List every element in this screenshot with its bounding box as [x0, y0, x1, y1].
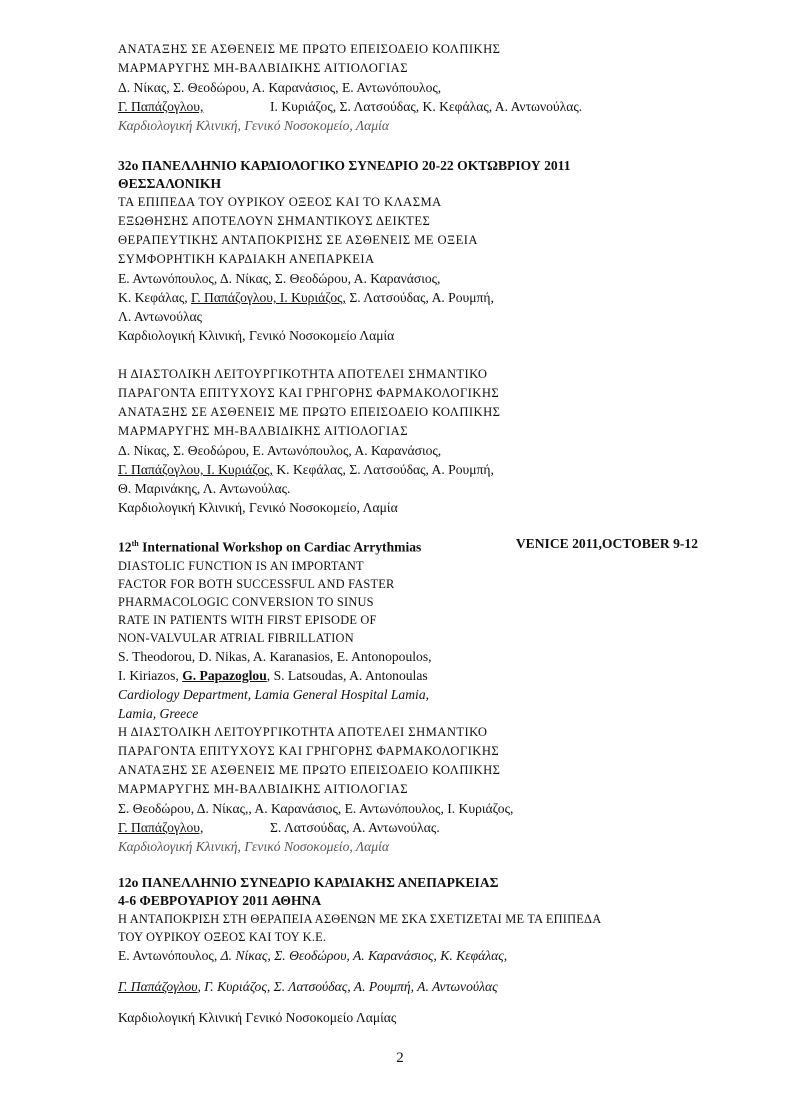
conference-heading: 12ο ΠΑΝΕΛΛΗΝΙΟ ΣΥΝΕΔΡΙΟ ΚΑΡΔΙΑΚΗΣ ΑΝΕΠΑΡΚΕΙΑΣ: [118, 874, 499, 890]
abstract-title-line: Η ΔΙΑΣΤΟΛΙΚΗ ΛΕΙΤΟΥΡΓΙΚΟΤΗΤΑ ΑΠΟΤΕΛΕΙ ΣΗΜΑΝΤΙΚΟ: [118, 367, 488, 381]
highlighted-author: Γ. Παπάζογλου: [118, 978, 198, 994]
page-number: 2: [396, 1050, 404, 1066]
highlighted-author: G. Papazoglou: [182, 667, 267, 683]
authors-italic: Δ. Νίκας, Σ. Θεοδώρου, Α. Καρανάσιος, Κ. Κεφάλας,: [220, 947, 508, 963]
document-page: [118, 40, 718, 1027]
authors-pre: I. Kiriazos,: [118, 667, 183, 683]
authors-line: [118, 97, 718, 116]
authors-line: [118, 946, 718, 965]
authors-line: Δ. Νίκας, Σ. Θεοδώρου, Α. Καρανάσιος, Ε. Αντωνόπουλος,: [118, 80, 442, 95]
abstract-title-line: Η ΑΝΤΑΠΟΚΡΙΣΗ ΣΤΗ ΘΕΡΑΠΕΙΑ ΑΣΘΕΝΩΝ ΜΕ ΣΚΑ ΣΧΕΤΙΖΕΤΑΙ ΜΕ ΤΑ ΕΠΙΠΕΔΑ: [118, 911, 602, 926]
abstract-title-line: ΠΑΡΑΓΟΝΤΑ ΕΠΙΤΥΧΟΥΣ ΚΑΙ ΓΡΗΓΟΡΗΣ ΦΑΡΜΑΚΟΛΟΓΙΚΗΣ: [118, 743, 500, 758]
conference-title: International Workshop on Cardiac Arrythmias: [138, 539, 422, 555]
authors-pre: Κ. Κεφάλας,: [118, 290, 192, 305]
affiliation: Lamia, Greece: [118, 705, 199, 721]
abstract-title-line: ΑΝΑΤΑΞΗΣ ΣΕ ΑΣΘΕΝΕΙΣ ΜΕ ΠΡΩΤΟ ΕΠΕΙΣΟΔΕΙΟ ΚΟΛΠΙΚΗΣ: [118, 42, 501, 56]
authors-line: [118, 460, 718, 479]
abstract-title-line: ΜΑΡΜΑΡΥΓΗΣ ΜΗ-ΒΑΛΒΙΔΙΚΗΣ ΑΙΤΙΟΛΟΓΙΑΣ: [118, 781, 408, 796]
highlighted-author: Γ. Παπάζογλου,: [118, 819, 204, 835]
authors-pre: Ε. Αντωνόπουλος,: [118, 947, 221, 963]
ordinal-suffix: th: [131, 539, 139, 548]
abstract-title-line: ΘΕΡΑΠΕΥΤΙΚΗΣ ΑΝΤΑΠΟΚΡΙΣΗΣ ΣΕ ΑΣΘΕΝΕΙΣ ΜΕ ΟΞΕΙΑ: [118, 233, 478, 247]
authors-post: Σ. Λατσούδας, Α. Ρουμπή,: [345, 290, 494, 305]
abstract-title-line: ΑΝΑΤΑΞΗΣ ΣΕ ΑΣΘΕΝΕΙΣ ΜΕ ΠΡΩΤΟ ΕΠΕΙΣΟΔΕΙΟ ΚΟΛΠΙΚΗΣ: [118, 405, 501, 419]
highlighted-author: Γ. Παπάζογλου,: [118, 99, 204, 114]
abstract-title-line: ΜΑΡΜΑΡΥΓΗΣ ΜΗ-ΒΑΛΒΙΔΙΚΗΣ ΑΙΤΙΟΛΟΓΙΑΣ: [118, 424, 408, 438]
abstract-title-line: ΕΞΩΘΗΣΗΣ ΑΠΟΤΕΛΟΥΝ ΣΗΜΑΝΤΙΚΟΥΣ ΔΕΙΚΤΕΣ: [118, 214, 431, 228]
abstract-title-line: PHARMACOLOGIC CONVERSION TO SINUS: [118, 594, 374, 609]
authors-line: S. Theodorou, D. Nikas, A. Karanasios, E. Antonopoulos,: [118, 648, 432, 664]
conference-section: [118, 535, 718, 723]
abstract-title-line: NON-VALVULAR ATRIAL FIBRILLATION: [118, 630, 354, 645]
abstract-title-line: ΣΥΜΦΟΡΗΤΙΚΗ ΚΑΡΔΙΑΚΗ ΑΝΕΠΑΡΚΕΙΑ: [118, 252, 375, 266]
affiliation: Καρδιολογική Κλινική, Γενικό Νοσοκομείο Λαμία: [118, 328, 395, 343]
authors-line: Δ. Νίκας, Σ. Θεοδώρου, Ε. Αντωνόπουλος, Α. Καρανάσιος,: [118, 443, 442, 458]
authors-line: Θ. Μαρινάκης, Λ. Αντωνούλας.: [118, 481, 291, 496]
conference-heading: 32ο ΠΑΝΕΛΛΗΝΙΟ ΚΑΡΔΙΟΛΟΓΙΚΟ ΣΥΝΕΔΡΙΟ 20-22 ΟΚΤΩΒΡΙΟΥ 2011: [118, 158, 571, 173]
affiliation: Καρδιολογική Κλινική Γενικό Νοσοκομείο Λαμίας: [118, 1009, 397, 1025]
edition-number: 12: [118, 539, 132, 555]
abstract-title-line: ΤΟΥ ΟΥΡΙΚΟΥ ΟΞΕΟΣ ΚΑΙ ΤΟΥ Κ.Ε.: [118, 929, 327, 944]
affiliation: Καρδιολογική Κλινική, Γενικό Νοσοκομείο, Λαμία: [118, 118, 390, 133]
authors-line: Ε. Αντωνόπουλος, Δ. Νίκας, Σ. Θεοδώρου, Α. Καρανάσιος,: [118, 271, 441, 286]
authors-rest: Σ. Λατσούδας, Α. Αντωνούλας.: [270, 819, 440, 835]
authors-post: Κ. Κεφάλας, Σ. Λατσούδας, Α. Ρουμπή,: [272, 462, 494, 477]
abstract-title-line: ΑΝΑΤΑΞΗΣ ΣΕ ΑΣΘΕΝΕΙΣ ΜΕ ΠΡΩΤΟ ΕΠΕΙΣΟΔΕΙΟ ΚΟΛΠΙΚΗΣ: [118, 762, 501, 777]
authors-line: [118, 977, 718, 996]
abstract-title-line: ΠΑΡΑΓΟΝΤΑ ΕΠΙΤΥΧΟΥΣ ΚΑΙ ΓΡΗΓΟΡΗΣ ΦΑΡΜΑΚΟΛΟΓΙΚΗΣ: [118, 386, 500, 400]
authors-line: [118, 666, 718, 685]
authors-line: [118, 818, 718, 837]
abstract-section: [118, 723, 718, 856]
affiliation: Καρδιολογική Κλινική, Γενικό Νοσοκομείο, Λαμία: [118, 500, 398, 515]
conference-heading: ΘΕΣΣΑΛΟΝΙΚΗ: [118, 176, 222, 191]
authors-rest: , Γ. Κυριάζος, Σ. Λατσούδας, Α. Ρουμπή, Α. Αντωνούλας: [197, 978, 498, 994]
affiliation: Cardiology Department, Lamia General Hospital Lamia,: [118, 686, 430, 702]
conference-place-date: VENICE 2011,OCTOBER 9-12: [515, 536, 698, 551]
abstract-title-line: ΤΑ ΕΠΙΠΕΔΑ ΤΟΥ ΟΥΡΙΚΟΥ ΟΞΕΟΣ ΚΑΙ ΤΟ ΚΛΑΣΜΑ: [118, 195, 442, 209]
abstract-section: [118, 365, 718, 517]
authors-line: Σ. Θεοδώρου, Δ. Νίκας,, Α. Καρανάσιος, Ε. Αντωνόπουλος, Ι. Κυριάζος,: [118, 800, 514, 816]
conference-heading: 4-6 ΦΕΒΡΟΥΑΡΙΟΥ 2011 ΑΘΗΝΑ: [118, 892, 322, 908]
authors-rest: Ι. Κυριάζος, Σ. Λατσούδας, Κ. Κεφάλας, Α. Αντωνούλας.: [270, 99, 583, 114]
highlighted-author: Γ. Παπάζογλου, Ι. Κυριάζος,: [118, 462, 273, 477]
highlighted-author: Γ. Παπάζογλου, Ι. Κυριάζος,: [191, 290, 346, 305]
affiliation: Καρδιολογική Κλινική, Γενικό Νοσοκομείο, Λαμία: [118, 838, 390, 854]
conference-section: [118, 874, 718, 1027]
authors-post: , S. Latsoudas, A. Antonoulas: [266, 667, 428, 683]
abstract-title-line: Η ΔΙΑΣΤΟΛΙΚΗ ΛΕΙΤΟΥΡΓΙΚΟΤΗΤΑ ΑΠΟΤΕΛΕΙ ΣΗΜΑΝΤΙΚΟ: [118, 724, 488, 739]
authors-line: Λ. Αντωνούλας: [118, 309, 203, 324]
conference-name: [118, 535, 421, 557]
conference-heading: [118, 535, 698, 557]
authors-line: [118, 288, 718, 307]
abstract-title-line: ΜΑΡΜΑΡΥΓΗΣ ΜΗ-ΒΑΛΒΙΔΙΚΗΣ ΑΙΤΙΟΛΟΓΙΑΣ: [118, 61, 408, 75]
abstract-continued: [118, 40, 718, 135]
conference-section: [118, 157, 718, 345]
abstract-title-line: RATE IN PATIENTS WITH FIRST EPISODE OF: [118, 612, 377, 627]
abstract-title-line: FACTOR FOR BOTH SUCCESSFUL AND FASTER: [118, 576, 395, 591]
abstract-title-line: DIASTOLIC FUNCTION IS AN IMPORTANT: [118, 558, 364, 573]
